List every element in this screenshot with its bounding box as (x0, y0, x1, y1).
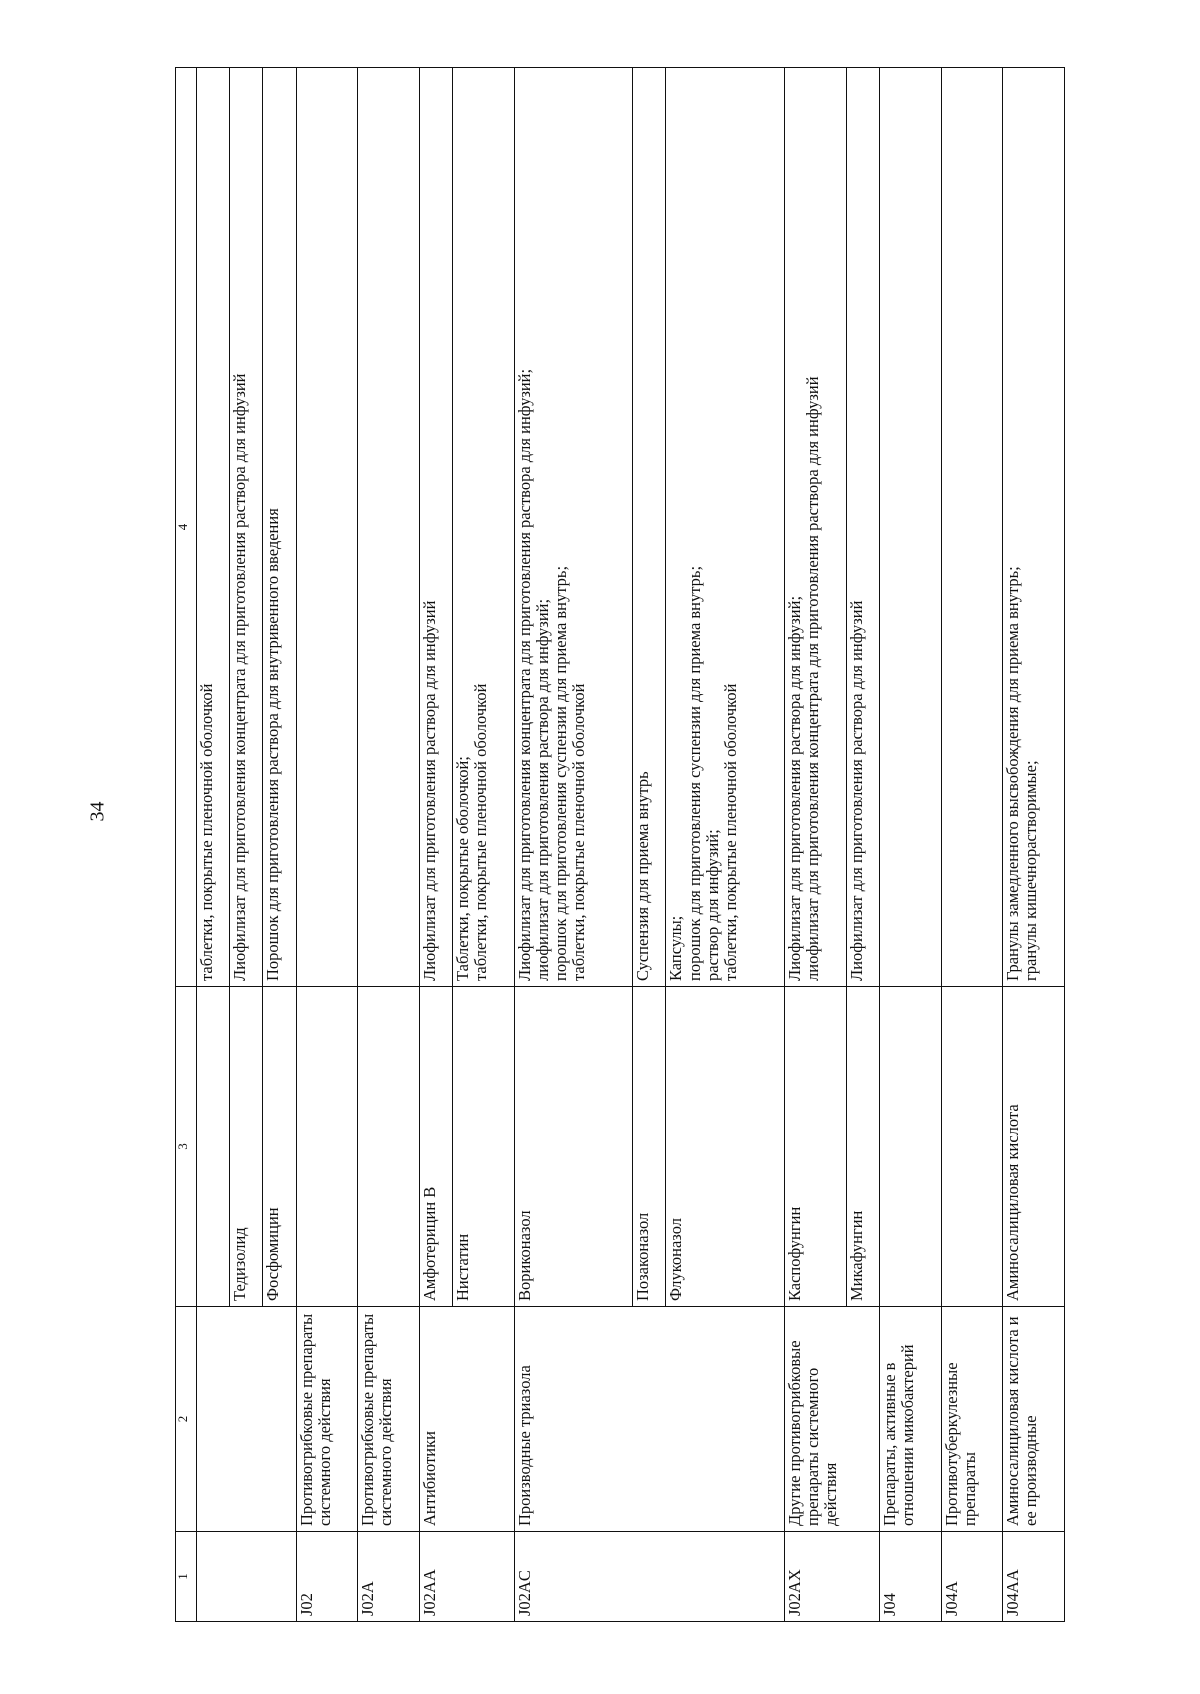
code-cell: J04A (941, 1532, 1003, 1622)
table-row (1003, 68, 1065, 1622)
form-line: Суспензия для приема внутрь (633, 771, 653, 981)
forms-cell (941, 68, 1003, 987)
page-number: 34 (86, 801, 109, 822)
form-line: Таблетки, покрытые оболочкой; (453, 756, 472, 981)
name-cell: Каспофунгин (785, 987, 847, 1307)
forms-cell (633, 68, 666, 987)
form-line: Лиофилизат для приготовления раствора для инфузий (846, 600, 866, 981)
name-cell: Позаконазол (633, 987, 666, 1307)
group-cell: Противогрибковые препараты системного действия (358, 1307, 420, 1532)
table-row (941, 68, 1003, 1622)
forms-cell (666, 68, 785, 987)
name-cell: Фосфомицин (263, 987, 296, 1307)
code-cell (197, 1532, 297, 1622)
header-row (176, 68, 197, 1622)
code-cell: J04AA (1003, 1532, 1065, 1622)
name-cell: Аминосалициловая кислота (1003, 987, 1065, 1307)
form-line: порошок для приготовления суспензии для приема внутрь; (684, 565, 704, 981)
name-cell (296, 987, 358, 1307)
table-row (296, 68, 358, 1622)
name-cell: Микафунгин (846, 987, 879, 1307)
forms-cell (785, 68, 847, 987)
form-line: Лиофилизат для приготовления раствора для инфузий; (785, 595, 805, 981)
code-cell: J02AA (419, 1532, 514, 1622)
group-cell: Препараты, активные в отношении микобактерий (879, 1307, 941, 1532)
form-line: таблетки, покрытые пленочной оболочкой (471, 683, 491, 981)
name-cell (197, 987, 230, 1307)
group-cell (197, 1307, 297, 1532)
form-line: порошок для приготовления суспензии для приема внутрь; (550, 565, 570, 981)
table-row (879, 68, 941, 1622)
forms-cell (419, 68, 452, 987)
name-cell: Амфотерицин В (419, 987, 452, 1307)
form-line: Лиофилизат для приготовления концентрата для приготовления раствора для инфузий; (514, 368, 534, 981)
forms-cell (1003, 68, 1065, 987)
form-line: Лиофилизат для приготовления концентрата для приготовления раствора для инфузий (230, 373, 250, 981)
name-cell (941, 987, 1003, 1307)
table-row (197, 68, 230, 1622)
forms-cell (453, 68, 515, 987)
form-line: Капсулы; (666, 915, 686, 981)
forms-cell (197, 68, 230, 987)
name-cell: Вориконазол (514, 987, 633, 1307)
code-cell: J02AC (514, 1532, 784, 1622)
forms-cell (296, 68, 358, 987)
forms-cell (263, 68, 296, 987)
form-line: таблетки, покрытые пленочной оболочкой (569, 683, 589, 981)
form-line: гранулы кишечнорастворимые; (1021, 760, 1041, 981)
code-cell: J02A (358, 1532, 420, 1622)
form-line: Гранулы замедленного высвобождения для приема внутрь; (1003, 566, 1023, 981)
form-line: Порошок для приготовления раствора для внутривенного введения (263, 508, 283, 981)
code-cell: J02 (296, 1532, 358, 1622)
header-col-3: 3 (176, 987, 197, 1307)
name-cell: Нистатин (453, 987, 515, 1307)
drug-table (175, 67, 1065, 1622)
group-cell: Производные триазола (514, 1307, 784, 1532)
form-line: лиофилизат для приготовления раствора для инфузий; (532, 598, 552, 981)
header-col-2: 2 (176, 1307, 197, 1532)
table-row (419, 68, 452, 1622)
forms-cell (514, 68, 633, 987)
group-cell: Аминосалициловая кислота и ее производные (1003, 1307, 1065, 1532)
forms-cell (846, 68, 879, 987)
code-cell: J02AX (785, 1532, 880, 1622)
name-cell (879, 987, 941, 1307)
table-row (785, 68, 847, 1622)
table-row (358, 68, 420, 1622)
form-line: таблетки, покрытые пленочной оболочкой (720, 683, 740, 981)
group-cell: Противогрибковые препараты системного действия (296, 1307, 358, 1532)
table-body (197, 68, 1065, 1622)
form-line: лиофилизат для приготовления концентрата для приготовления раствора для инфузий (803, 376, 823, 981)
form-line: Лиофилизат для приготовления раствора для инфузий (419, 600, 439, 981)
forms-cell (358, 68, 420, 987)
rotated-table-container (175, 67, 1065, 1622)
forms-cell (230, 68, 263, 987)
group-cell: Антибиотики (419, 1307, 514, 1532)
header-col-1: 1 (176, 1532, 197, 1622)
header-col-4: 4 (176, 68, 197, 987)
code-cell: J04 (879, 1532, 941, 1622)
name-cell (358, 987, 420, 1307)
table-row (514, 68, 633, 1622)
name-cell: Тедизолид (230, 987, 263, 1307)
forms-cell (879, 68, 941, 987)
name-cell: Флуконазол (666, 987, 785, 1307)
group-cell: Другие противогрибковые препараты системного действия (785, 1307, 880, 1532)
form-line: раствор для инфузий; (702, 829, 722, 981)
table-header (176, 68, 197, 1622)
form-line: таблетки, покрытые пленочной оболочкой (197, 683, 216, 981)
group-cell: Противотуберкулезные препараты (941, 1307, 1003, 1532)
